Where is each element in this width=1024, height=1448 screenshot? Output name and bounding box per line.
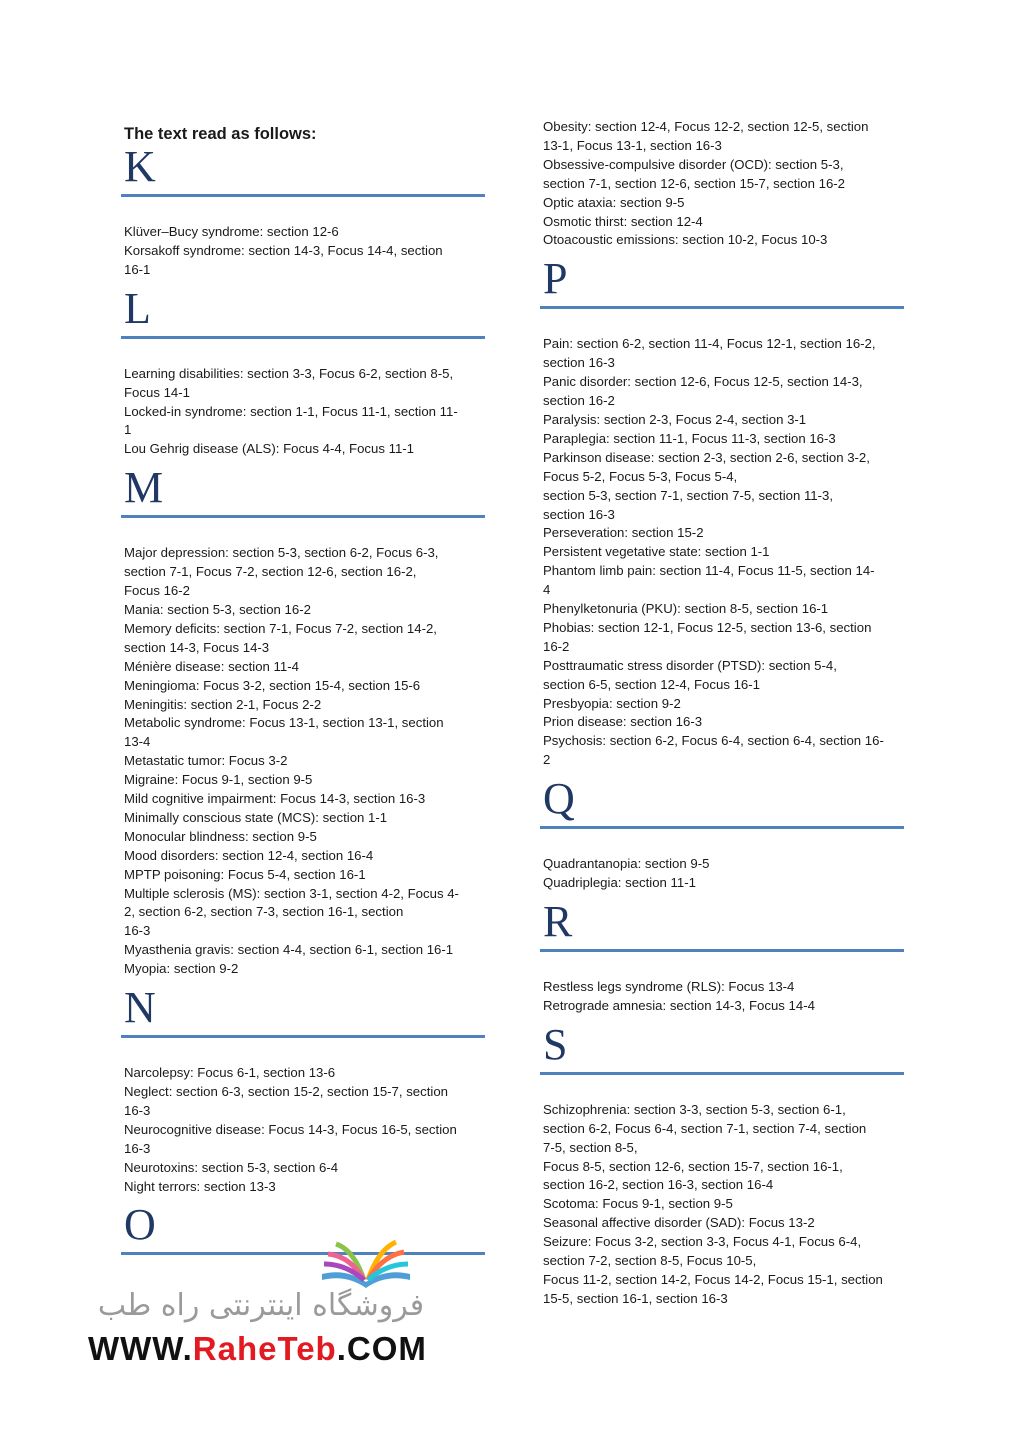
index-entry: Ménière disease: section 11-4 [124,658,299,674]
section-letter: K [124,142,156,191]
index-entry: Multiple sclerosis (MS): section 3-1, section 4-2, Focus 4- 2, section 6-2, section 7-3, section 16-1, section 16-3 [124,885,459,939]
letter-section-m [123,465,485,979]
index-entry: Obsessive-compulsive disorder (OCD): section 5-3, section 7-1, section 12-6, section 15-7, section 16-2 [543,156,846,191]
index-entry: Presbyopia: section 9-2 [543,695,681,711]
index-entry: Obesity: section 12-4, Focus 12-2, section 12-5, section 13-1, Focus 13-1, section 16-3 [543,119,869,153]
entry-list [123,1064,485,1196]
index-entry: Lou Gehrig disease (ALS): Focus 4-4, Focus 11-1 [124,441,415,457]
index-entry: Quadriplegia: section 11-1 [543,875,696,891]
index-entry: Learning disabilities: section 3-3, Focus 6-2, section 8-5, Focus 14-1 [124,365,454,400]
url-suffix: .COM [336,1330,427,1367]
index-entry: Metabolic syndrome: Focus 13-1, section 13-1, section 13-4 [124,715,444,750]
section-divider [121,1035,485,1038]
index-entry: Paraplegia: section 11-1, Focus 11-3, section 16-3 [543,430,836,446]
section-divider [121,336,485,339]
section-divider [121,515,485,518]
index-entry: Seizure: Focus 3-2, section 3-3, Focus 4-1, Focus 6-4, section 7-2, section 8-5, Focus 10-5, Focus 11-2, section 14-2, Focus 14-2, Focus 15-1, section 15-5, section 16-1, section 16-3 [543,1234,883,1306]
index-entry: Seasonal affective disorder (SAD): Focus 13-2 [543,1215,815,1231]
book-logo-icon [306,1230,426,1290]
entry-list [542,335,904,770]
entry-list [123,544,485,979]
intro-heading: The text read as follows: [124,125,317,143]
section-divider [540,826,904,829]
index-entry: Korsakoff syndrome: section 14-3, Focus 14-4, section 16-1 [124,242,443,277]
index-entry: Major depression: section 5-3, section 6-2, Focus 6-3, section 7-1, Focus 7-2, section 12-6, section 16-2, Focus 16-2 [124,545,439,599]
index-entry: Retrograde amnesia: section 14-3, Focus 14-4 [543,997,815,1013]
index-entry: Narcolepsy: Focus 6-1, section 13-6 [124,1065,336,1081]
entry-list [542,855,904,893]
index-entry: Prion disease: section 16-3 [543,714,703,730]
index-entry: Migraine: Focus 9-1, section 9-5 [124,772,313,788]
letter-section-s [542,1019,904,1309]
section-letter: O [124,1200,156,1250]
section-letter: M [124,463,164,513]
index-entry: Panic disorder: section 12-6, Focus 12-5, section 14-3, section 16-2 [543,374,863,409]
index-entry: Persistent vegetative state: section 1-1 [543,544,770,560]
section-letter: Q [543,774,575,824]
index-entry: Posttraumatic stress disorder (PTSD): section 5-4, section 6-5, section 12-4, Focus 16-1 [543,657,837,692]
index-entry: Psychosis: section 6-2, Focus 6-4, section 6-4, section 16- 2 [543,733,884,768]
index-entry: Perseveration: section 15-2 [543,525,704,541]
entry-list [123,223,485,280]
right-column [542,118,904,1315]
index-entry: Neurotoxins: section 5-3, section 6-4 [124,1159,339,1175]
index-entry: Mania: section 5-3, section 16-2 [124,601,311,617]
letter-section-l [123,283,485,460]
watermark [86,1230,436,1370]
letter-section-q [542,776,904,893]
left-column [123,118,485,1281]
index-entry: Neglect: section 6-3, section 15-2, section 15-7, section 16-3 [124,1084,449,1118]
index-entry: Pain: section 6-2, section 11-4, Focus 12-1, section 16-2, section 16-3 [543,336,876,371]
entry-list [123,365,485,460]
section-letter: L [124,283,151,333]
continuation-entries [542,118,904,250]
index-entry: Neurocognitive disease: Focus 14-3, Focus 16-5, section 16-3 [124,1121,457,1156]
entry-list [542,978,904,1016]
watermark-url [88,1330,427,1368]
index-entry: Phenylketonuria (PKU): section 8-5, section 16-1 [543,601,829,617]
index-entry: Metastatic tumor: Focus 3-2 [124,753,288,769]
index-entry: Scotoma: Focus 9-1, section 9-5 [543,1196,733,1212]
index-entry: Monocular blindness: section 9-5 [124,828,317,844]
index-entry: MPTP poisoning: Focus 5-4, section 16-1 [124,866,366,882]
section-divider [540,949,904,952]
index-entry: Mood disorders: section 12-4, section 16-4 [124,847,374,863]
index-entry: Locked-in syndrome: section 1-1, Focus 11-1, section 11- 1 [124,403,458,438]
index-entry: Schizophrenia: section 3-3, section 5-3, section 6-1, section 6-2, Focus 6-4, section 7-1, section 7-4, section 7-5, section 8-5, Focus 8-5, section 12-6, section 15-7, section 16-1, section 16-2, section 16-3, section 16-4 [543,1101,867,1193]
letter-section-n [123,985,485,1196]
watermark-persian-text: فروشگاه اینترنتی راه طب [97,1288,425,1323]
letter-section-k [123,144,485,280]
section-divider [540,306,904,309]
section-letter: P [543,254,568,304]
letter-section-p [542,256,904,770]
index-entry: Restless legs syndrome (RLS): Focus 13-4 [543,979,795,994]
index-entry: Night terrors: section 13-3 [124,1178,276,1194]
index-entry: Quadrantanopia: section 9-5 [543,856,710,872]
index-entry: Memory deficits: section 7-1, Focus 7-2, section 14-2, section 14-3, Focus 14-3 [124,620,437,655]
section-letter: R [543,897,573,946]
section-divider [121,194,485,197]
right-sections [542,256,904,1308]
section-letter: N [124,983,156,1033]
index-entry: Mild cognitive impairment: Focus 14-3, section 16-3 [124,791,426,807]
index-entry: Minimally conscious state (MCS): section 1-1 [124,809,388,825]
index-entry: Meningitis: section 2-1, Focus 2-2 [124,696,322,712]
left-sections [123,144,485,1255]
index-entry: Phobias: section 12-1, Focus 12-5, section 13-6, section 16-2 [543,619,872,654]
letter-section-r [542,899,904,1016]
url-prefix: WWW. [88,1330,193,1367]
index-entry: Osmotic thirst: section 12-4 [543,213,703,229]
index-entry: Klüver–Bucy syndrome: section 12-6 [124,224,339,239]
index-entry: Parkinson disease: section 2-3, section 2-6, section 3-2, Focus 5-2, Focus 5-3, Focus 5-4, section 5-3, section 7-1, section 7-5, section 11-3, section 16-3 [543,449,870,522]
index-entry: Myopia: section 9-2 [124,961,239,977]
url-brand: RaheTeb [192,1330,337,1367]
index-entry: Optic ataxia: section 9-5 [543,194,685,210]
index-entry: Otoacoustic emissions: section 10-2, Focus 10-3 [543,232,828,248]
section-divider [540,1072,904,1075]
entry-list [542,1101,904,1309]
index-entry: Myasthenia gravis: section 4-4, section 6-1, section 16-1 [124,942,454,958]
index-entry: Meningioma: Focus 3-2, section 15-4, section 15-6 [124,677,421,693]
index-entry: Paralysis: section 2-3, Focus 2-4, section 3-1 [543,411,807,427]
index-entry: Phantom limb pain: section 11-4, Focus 11-5, section 14- 4 [543,563,875,598]
section-letter: S [543,1019,568,1069]
